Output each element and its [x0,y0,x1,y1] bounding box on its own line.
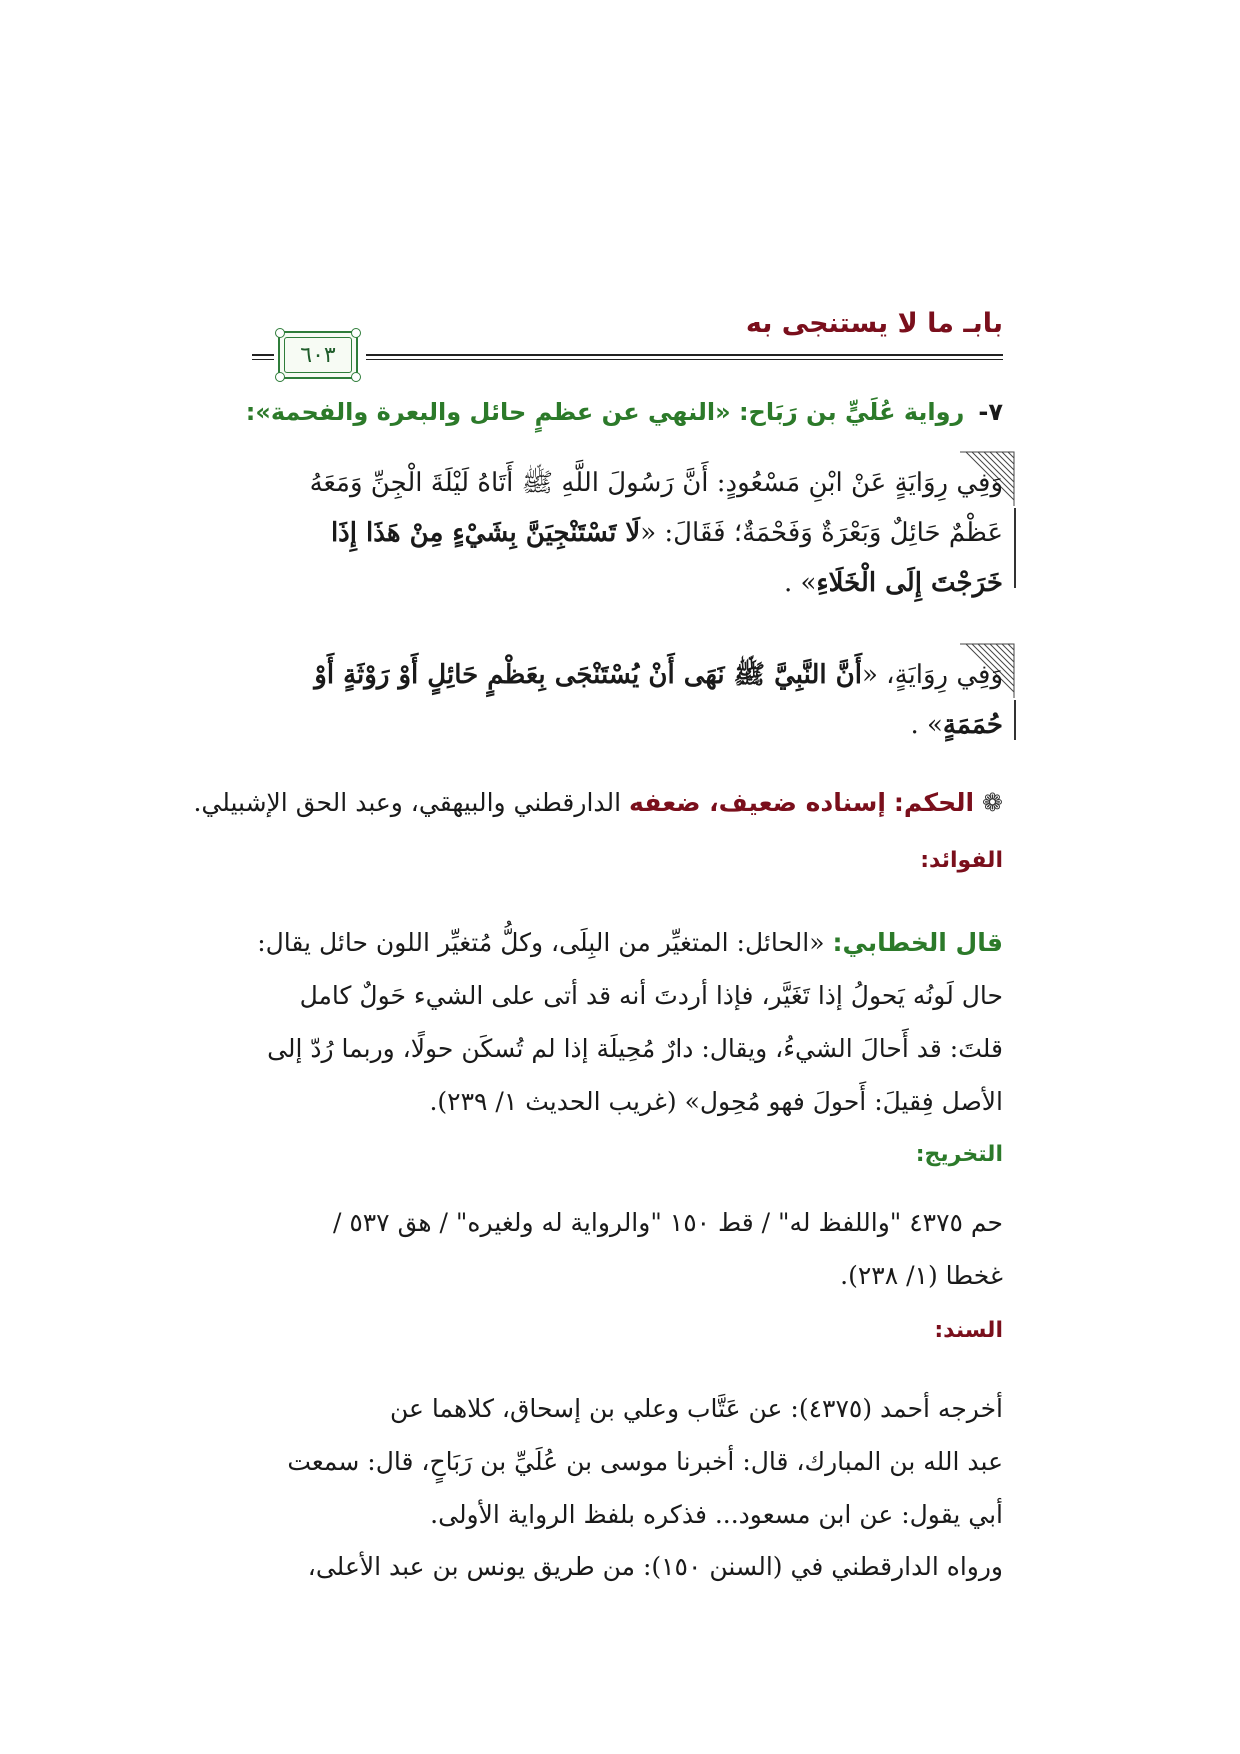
section-number: ٧- [978,398,1003,426]
section-title: رواية عُلَيٍّ بن رَبَاح: «النهي عن عظمٍ حائل والبعرة والفحمة»: [245,398,965,426]
sanad-line1: أخرجه أحمد (٤٣٧٥): عن عَتَّاب وعلي بن إسحاق، كلاهما عن [390,1394,1003,1423]
sanad-line3: أبي يقول: عن ابن مسعود... فذكره بلفظ الرواية الأولى. [430,1500,1003,1529]
header-rule-right-thin [366,359,1003,360]
takhrij-paragraph [203,1196,1003,1302]
frame-ornament-icon [275,328,285,338]
hadith-side-line [1014,700,1016,740]
rose-icon: ❁ [982,788,1003,817]
benefits-line1 [203,916,1003,969]
benefits-heading: الفوائد: [920,848,1003,873]
hadith2-line2 [225,700,1003,750]
ruling-label: الحكم: [893,788,975,817]
sanad-line4: ورواه الدارقطني في (السنن ١٥٠): من طريق يونس بن عبد الأعلى، [307,1552,1003,1581]
sanad-paragraph [203,1382,1003,1541]
frame-ornament-icon [275,372,285,382]
hadith1-line3 [225,558,1003,608]
frame-ornament-icon [351,328,361,338]
frame-ornament-icon [351,372,361,382]
hadith-block-1 [225,458,1003,608]
ruling-line [193,788,1003,817]
benefits-line3: قلتَ: قد أَحالَ الشيءُ، ويقال: دارٌ مُحِيلَة إذا لم تُسكَن حولًا، وربما رُدّ إلى [267,1034,1003,1063]
hadith2-line2-end: » . [910,710,943,740]
benefits-line2: حال لَونُه يَحولُ إذا تَغَيَّر، فإذا أردتَ أنه قد أتى على الشيء حَولٌ كامل [299,981,1003,1010]
ruling-rest: الدارقطني والبيهقي، وعبد الحق الإشبيلي. [193,788,622,817]
hadith1-line2-bold: لَا تَسْتَنْجِيَنَّ بِشَيْءٍ مِنْ هَذَا إِذَا [330,518,641,548]
hadith2-line1-plain: وَفِي رِوَايَةٍ، « [862,660,1003,690]
header-rule-left-thin [252,359,274,360]
hadith1-line2 [225,508,1003,558]
benefits-line1-text: «الحائل: المتغيِّر من البِلَى، وكلُّ مُتغيِّر اللون حائل يقال: [257,928,825,957]
header-rule-right [366,354,1003,356]
hadith2-line2-bold: حُمَمَةٍ [942,710,1003,740]
sanad-heading: السند: [934,1318,1003,1343]
benefits-paragraph [203,916,1003,1128]
chapter-title: بابـ ما لا يستنجى به [745,308,1003,339]
ruling-verdict: إسناده ضعيف، ضعفه [629,788,886,817]
hadith1-line1: وَفِي رِوَايَةٍ عَنْ ابْنِ مَسْعُودٍ: أَنَّ رَسُولَ اللَّهِ ﷺ أَتَاهُ لَيْلَةَ الْجِنِّ وَمَعَهُ [309,468,1003,498]
hadith1-line2-plain: عَظْمٌ حَائِلٌ وَبَعْرَةٌ وَفَحْمَةٌ؛ فَقَالَ: « [640,518,1003,548]
hadith-side-line [1014,508,1016,588]
section-heading [246,398,1003,426]
takhrij-line1: حم ٤٣٧٥ "واللفظ له" / قط ١٥٠ "والرواية له ولغيره" / هق ٥٣٧ / [332,1208,1003,1237]
header-rule-left [252,354,274,356]
takhrij-heading: التخريج: [915,1142,1003,1167]
hadith1-line3-bold: خَرَجْتَ إِلَى الْخَلَاءِ [816,568,1003,598]
hadith1-line3-end: » . [783,568,817,598]
takhrij-line2: غخطا (١/ ٢٣٨). [840,1261,1003,1290]
benefits-line4: الأصل فِقيلَ: أَحولَ فهو مُحِول» (غريب الحديث ١/ ٢٣٩). [429,1087,1003,1116]
page-number-frame [278,331,358,379]
hadith2-line1 [225,650,1003,700]
hadith2-line1-bold: أَنَّ النَّبِيَّ ﷺ نَهَى أَنْ يُسْتَنْجَى بِعَظْمٍ حَائِلٍ أَوْ رَوْثَةٍ أَوْ [314,660,862,690]
page-number: ٦٠٣ [284,337,352,373]
hadith-block-2 [225,650,1003,750]
sanad-line2: عبد الله بن المبارك، قال: أخبرنا موسى بن عُلَيِّ بن رَبَاحٍ، قال: سمعت [287,1447,1003,1476]
benefits-speaker: قال الخطابي: [832,928,1003,957]
